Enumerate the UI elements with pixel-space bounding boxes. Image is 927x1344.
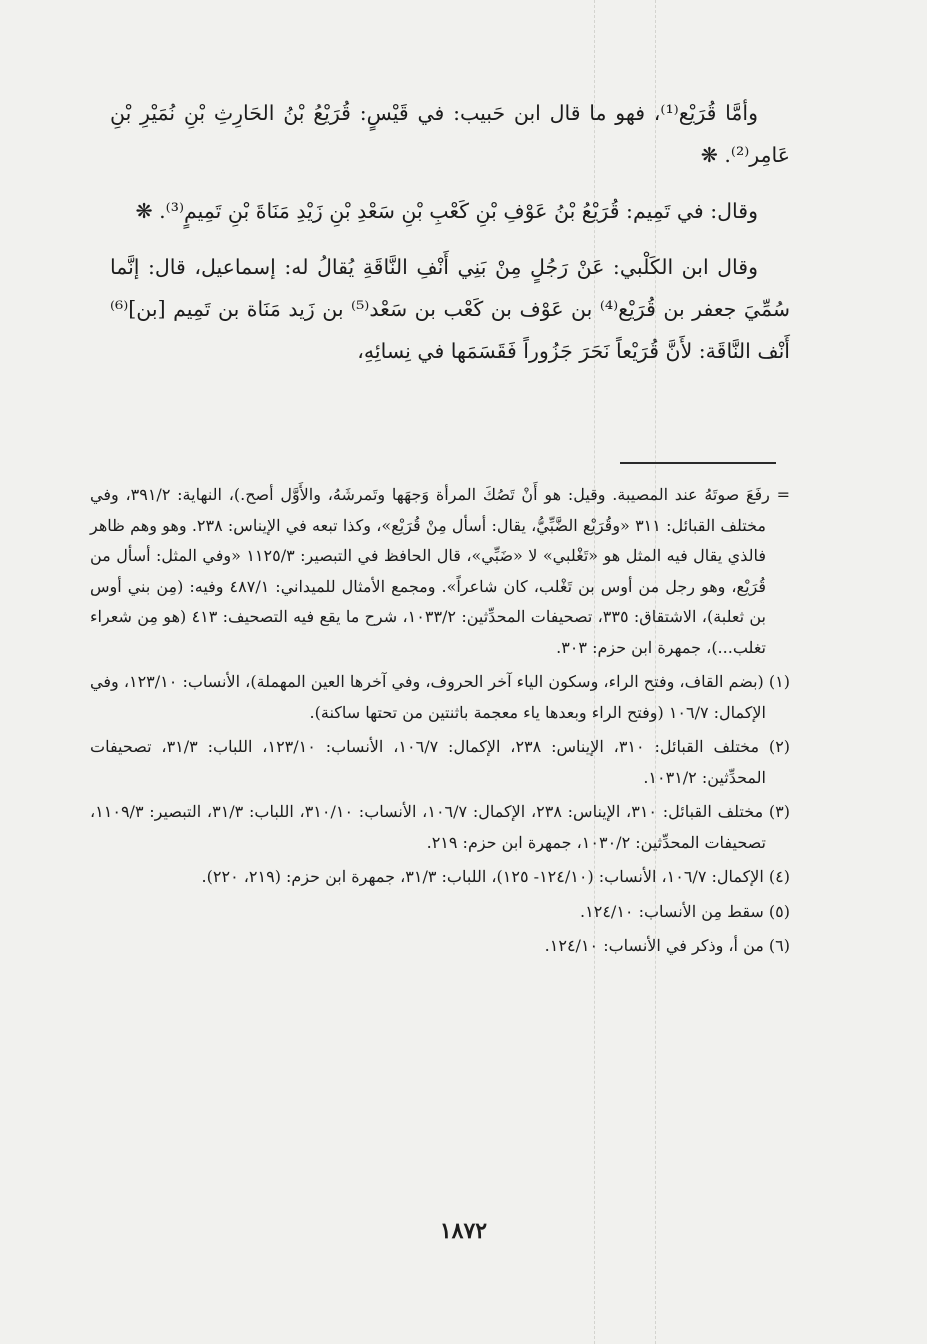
body-paragraph: وقال: في تَمِيم: قُرَيْعُ بْنُ عَوْفِ بْنِ كَعْبِ بْنِ سَعْدِ بْنِ زَيْدِ مَنَاةَ بْنِ تَمِيمٍ⁽³⁾. ❋ <box>135 199 758 223</box>
footnote-2: (٢) مختلف القبائل: ٣١٠، الإيناس: ٢٣٨، الإكمال: ١٠٦/٧، الأنساب: ١٢٣/١٠، اللباب: ٣١/٣، تصحيفات المحدِّثين: ١٠٣١/٢. <box>90 737 791 787</box>
footnote-6: (٦) من أ، وذكر في الأنساب: ١٢٤/١٠. <box>544 936 790 955</box>
footnote-continuation: = رفَعَ صوتَهُ عند المصيبة. وقيل: هو أَنْ تَصُكَ المرأة وَجهَها وتَمرشَهُ، والأَوَّل أصح.)، النهاية: ٣٩١/٢، وفي مختلف القبائل: ٣١١ «وقُرَيْع الضَّبِّيُّ، يقال: أسأل مِنْ قُرَيْع»، وكذا تبعه في الإيناس: ٢٣٨. وهو وهم ظاهر فالذي يقال فيه المثل هو «تَغْلبي» لا «ضَبِّي»، قال الحافظ في التبصير: ١١٢٥/٣ «وفي المثل: أسأل من قُرَيْع، وهو رجل من أوس بن تَغْلب، كان شاعراً». ومجمع الأمثال للميداني: ٤٨٧/١ وفيه: (مِن بني أوس بن ثعلبة)، الاشتقاق: ٣٣٥، تصحيفات المحدِّثين: ١٠٣٣/٢، شرح ما يقع فيه التصحيف: ٤١٣ (هو مِن شعراء تغلب...)، جمهرة ابن حزم: ٣٠٣. <box>90 485 791 657</box>
footnote-separator <box>620 462 776 464</box>
footnote-1: (١) (بضم القاف، وفتح الراء، وسكون الياء آخر الحروف، وفي آخرها العين المهملة)، الأنساب: ١٢٣/١٠، وفي الإكمال: ١٠٦/٧ (وفتح الراء وبعدها ياء معجمة باثنتين من تحتها ساكنة). <box>90 672 790 722</box>
body-paragraph: وأمَّا قُرَيْع⁽¹⁾، فهو ما قال ابن حَبيب: في قَيْسٍ: قُرَيْعُ بْنُ الحَارِثِ بْنِ نُمَيْرِ بْنِ عَامِر⁽²⁾. ❋ <box>110 101 790 167</box>
main-text <box>110 92 790 386</box>
page-number: ١٨٧٢ <box>439 1218 488 1244</box>
body-paragraph: وقال ابن الكَلْبي: عَنْ رَجُلٍ مِنْ بَنِي أَنْفِ النَّاقَةِ يُقالُ له: إسماعيل، قال: إنَّما سُمِّيَ جعفر بن قُرَيْع⁽⁴⁾ بن عَوْف بن كَعْب بن سَعْد⁽⁵⁾ بن زَيد مَنَاة بن تَمِيم [بن]⁽⁶⁾ أَنْف النَّاقَة: لأَنَّ قُرَيْعاً نَحَرَ جَزُوراً فَقَسَمَها في نِسائِهِ، <box>110 255 790 363</box>
footnote-3: (٣) مختلف القبائل: ٣١٠، الإيناس: ٢٣٨، الإكمال: ١٠٦/٧، الأنساب: ٣١٠/١٠، اللباب: ٣١/٣، التبصير: ١١٠٩/٣، تصحيفات المحدِّثين: ١٠٣٠/٢، جمهرة ابن حزم: ٢١٩. <box>90 802 790 852</box>
footnote-5: (٥) سقط مِن الأنساب: ١٢٤/١٠. <box>580 901 790 921</box>
footnotes <box>90 480 790 966</box>
footnote-4: (٤) الإكمال: ١٠٦/٧، الأنساب: (١٢٤/١٠- ١٢٥)، اللباب: ٣١/٣، جمهرة ابن حزم: (٢١٩، ٢٢٠). <box>201 867 790 886</box>
